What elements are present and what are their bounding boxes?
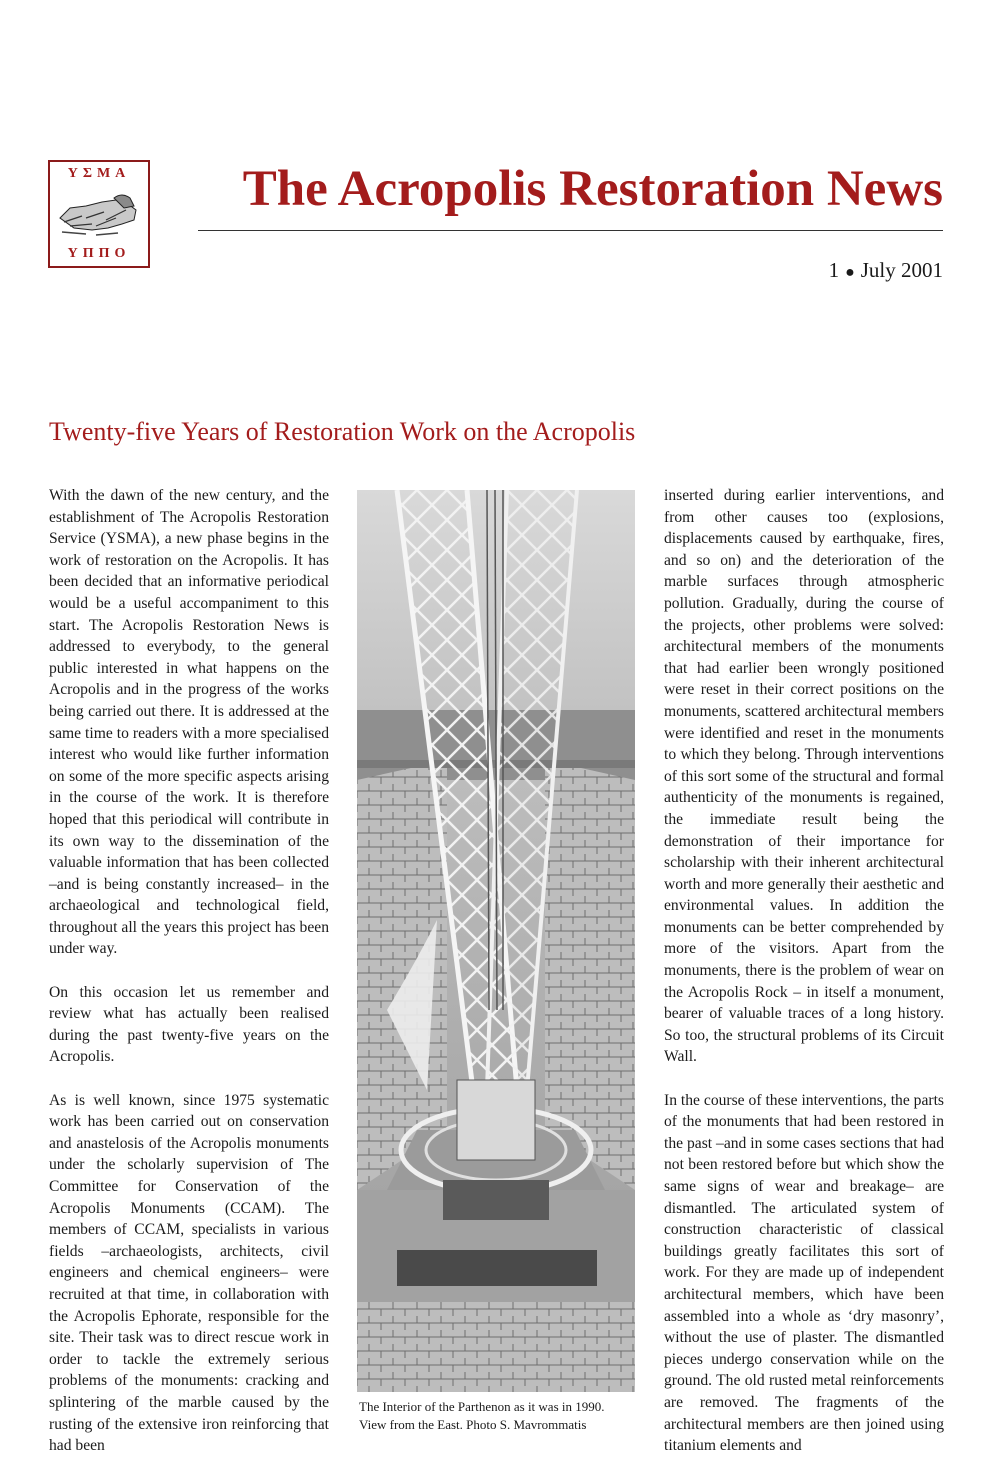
paragraph: With the dawn of the new century, and the establishment of The Acropolis Restoration Service (YSMA), a new phase begins in the work of restoration on the Acropolis. It has been decided that an informative periodical would be a useful accompaniment to this start. The Acropolis Restoration News is addressed to everybody, to the general public interested in what happens on the Acropolis and in the progress of the works being carried out there. It is addressed at the same time to readers with a more specialised interest who would like further information on some of the more specific aspects arising in the course of the work. It is therefore hoped that this periodical will contribute in its own way to the dissemination of the valuable information that has been collected –and is being constantly increased– in the archaeological and technological field, throughout all the years this project has been under way. — [49, 487, 329, 958]
issue-number: 1 — [828, 258, 840, 282]
bullet-separator: ● — [845, 264, 855, 281]
photo-caption-line2: View from the East. Photo S. Mavrommatis — [359, 1417, 587, 1432]
paragraph: inserted during earlier interventions, and from other causes too (explosions, displacements caused by earthquake, fires, and so on) and the deterioration of the marble surfaces through atmospheric pollution. Gradually, during the course of the projects, other problems were solved: architectural members of the monuments that had earlier been wrongly positioned were reset in their correct positions on the monuments, scattered architectural members were identified and reset in the monuments to which they belong. Through interventions of this sort some of the structural and formal authenticity of the monuments is regained, the immediate result being the demonstration of their importance for scholarship with their inherent architectural worth and more generally their aesthetic and environmental values. In addition the monuments can be better comprehended by more of the visitors. Apart from the monuments, there is the problem of wear on the Acropolis Rock – in itself a monument, bearer of valuable traces of a long history. So too, the structural problems of its Circuit Wall. — [664, 487, 944, 1066]
photo-caption — [359, 1398, 649, 1434]
masthead-title: The Acropolis Restoration News — [242, 161, 943, 217]
masthead-rule — [198, 230, 943, 231]
article-column-right — [664, 485, 944, 1478]
logo-top-text: ΥΣΜΑ — [67, 166, 131, 181]
logo-sculpture-icon — [56, 188, 144, 238]
paragraph: As is well known, since 1975 systematic work has been carried out on conservation and anastelosis of the Acropolis monuments under the scholarly supervision of The Committee for Conservation of the Acropolis Monuments (CCAM). The members of CCAM, specialists in various fields –archaeologists, architects, civil engineers and chemical engineers– were recruited at that time, in collaboration with the Acropolis Ephorate, responsible for the site. Their task was to direct rescue work in order to tackle the extremely serious problems of the monuments: cracking and splintering of the marble caused by the rusting of the extensive iron reinforcing that had been — [49, 1091, 329, 1455]
parthenon-interior-photo — [357, 490, 635, 1392]
article-column-left — [49, 485, 329, 1478]
photo-caption-line1: The Interior of the Parthenon as it was in 1990. — [359, 1399, 605, 1414]
ysma-logo — [48, 160, 150, 268]
crane-photo-illustration — [357, 490, 635, 1392]
paragraph: In the course of these interventions, the parts of the monuments that had been restored in the past –and in some cases sections that had not been restored before but which show the same signs of wear and breakage– are dismantled. The articulated system of construction characteristic of classical buildings greatly facilitates this sort of work. For they are made up of independent architectural members, which have been assembled into a whole as ‘dry masonry’, without the use of plaster. The dismantled pieces undergo conservation while on the ground. The old rusted metal reinforcements are removed. The fragments of the architectural members are then joined using titanium elements and — [664, 1091, 944, 1455]
logo-bottom-text: ΥΠΠΟ — [67, 246, 131, 261]
issue-date: July 2001 — [860, 258, 943, 282]
article-headline: Twenty-five Years of Restoration Work on the Acropolis — [49, 417, 636, 446]
issue-info — [829, 256, 943, 287]
paragraph: On this occasion let us remember and review what has actually been realised during the past twenty-five years on the Acropolis. — [49, 983, 329, 1066]
